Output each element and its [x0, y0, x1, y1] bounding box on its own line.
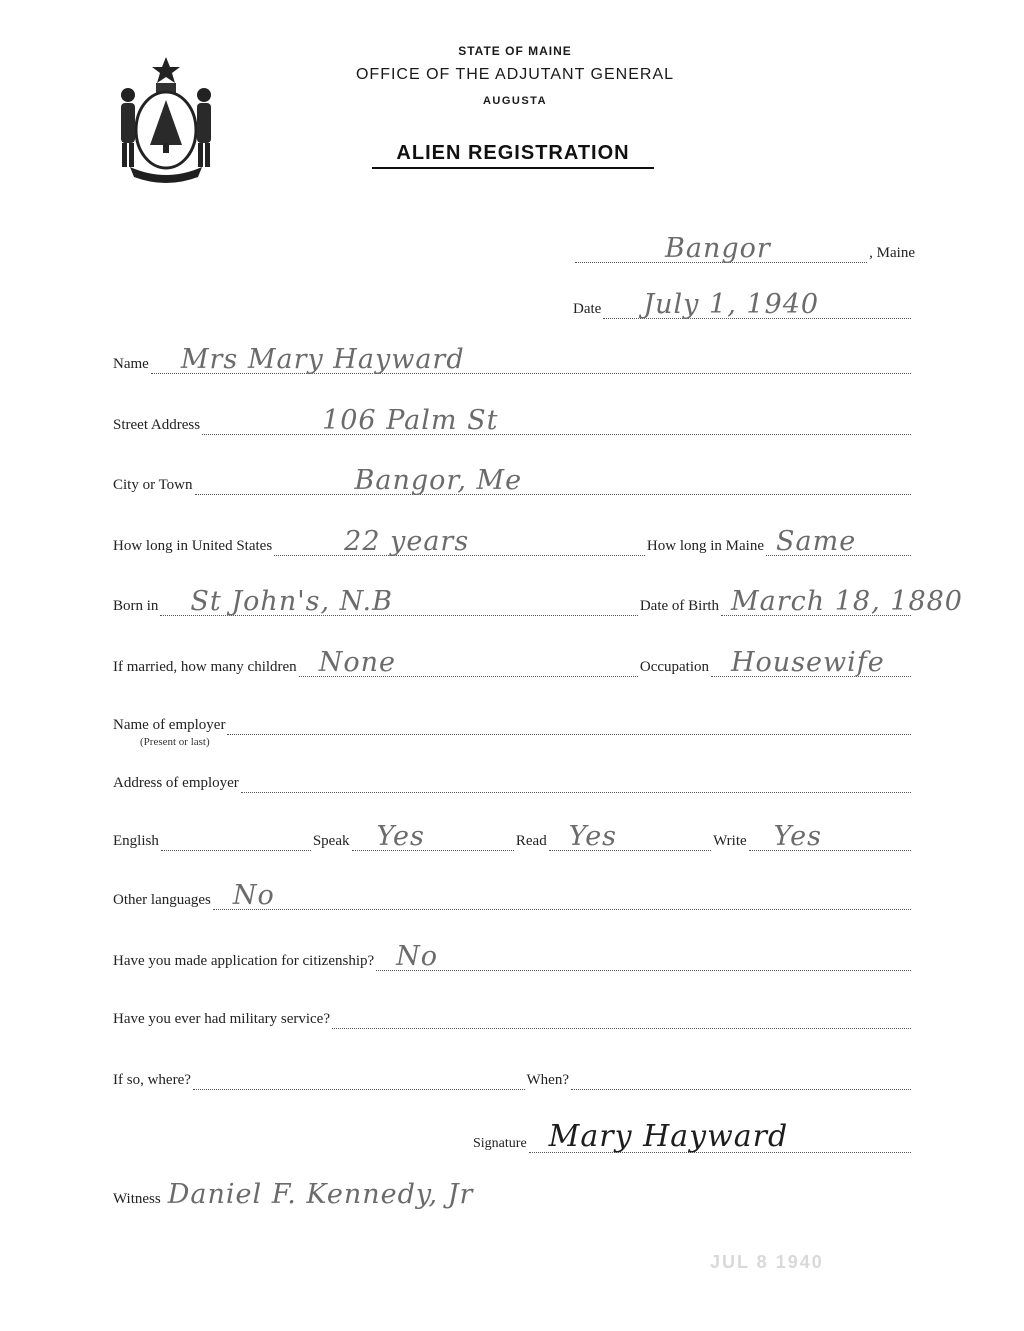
children-field[interactable]	[299, 647, 638, 678]
employer-name-sublabel: (Present or last)	[140, 736, 210, 748]
english-blank	[161, 832, 311, 851]
children-value: None	[318, 647, 396, 678]
military-row	[113, 1010, 913, 1029]
occupation-field[interactable]	[711, 647, 911, 678]
how-long-us-value: 22 years	[344, 526, 470, 557]
signature-field[interactable]	[529, 1119, 911, 1154]
street-address-row	[113, 405, 913, 436]
where-field[interactable]	[193, 1071, 525, 1090]
speak-value: Yes	[376, 821, 425, 852]
employer-name-label: Name of employer	[113, 717, 226, 733]
occupation-label: Occupation	[639, 659, 709, 675]
how-long-maine-field[interactable]	[766, 526, 911, 557]
birth-row	[113, 586, 963, 617]
occupation-value: Housewife	[731, 647, 885, 678]
employer-address-field[interactable]	[241, 774, 911, 793]
date-of-birth-value: March 18, 1880	[731, 586, 963, 617]
how-long-maine-label: How long in Maine	[646, 538, 764, 554]
residence-row	[113, 526, 913, 557]
how-long-us-label: How long in United States	[113, 538, 273, 554]
name-label: Name	[113, 356, 149, 372]
other-languages-field[interactable]	[213, 880, 911, 911]
employer-name-row	[113, 716, 913, 735]
name-field[interactable]	[151, 344, 911, 375]
military-field[interactable]	[332, 1010, 911, 1029]
date-of-birth-field[interactable]	[721, 586, 963, 617]
write-field[interactable]	[749, 821, 911, 852]
form-title: ALIEN REGISTRATION	[372, 142, 654, 169]
how-long-maine-value: Same	[776, 526, 857, 557]
witness-label: Witness	[113, 1191, 161, 1207]
place-row	[573, 233, 915, 264]
name-value: Mrs Mary Hayward	[180, 344, 465, 375]
place-value: Bangor	[665, 233, 771, 264]
where-label: If so, where?	[113, 1072, 191, 1088]
born-in-value: St John's, N.B	[190, 586, 393, 617]
citizenship-row	[113, 941, 913, 972]
office-heading: OFFICE OF THE ADJUTANT GENERAL	[355, 66, 675, 83]
born-in-field[interactable]	[160, 586, 637, 617]
witness-row	[113, 1179, 513, 1210]
city-field[interactable]	[195, 465, 911, 496]
street-address-field[interactable]	[202, 405, 911, 436]
state-heading: STATE OF MAINE	[458, 44, 572, 58]
witness-field[interactable]	[163, 1179, 511, 1210]
english-label: English	[113, 833, 159, 849]
children-label: If married, how many children	[113, 659, 297, 675]
signature-row	[473, 1119, 913, 1154]
read-field[interactable]	[549, 821, 711, 852]
citizenship-label: Have you made application for citizenship?	[113, 953, 375, 969]
employer-address-row	[113, 774, 913, 793]
employer-name-field[interactable]	[227, 716, 911, 735]
city-heading: AUGUSTA	[482, 95, 548, 107]
street-address-label: Street Address	[113, 417, 201, 433]
city-value: Bangor, Me	[354, 465, 523, 496]
employer-address-label: Address of employer	[113, 775, 239, 791]
when-label: When?	[526, 1072, 569, 1088]
citizenship-field[interactable]	[376, 941, 911, 972]
city-label: City or Town	[113, 477, 193, 493]
english-row	[113, 821, 913, 852]
other-languages-value: No	[232, 880, 275, 911]
other-languages-row	[113, 880, 913, 911]
maine-state-seal-icon	[112, 55, 220, 183]
place-field[interactable]	[575, 233, 867, 264]
where-when-row	[113, 1071, 913, 1090]
signature-value: Mary Hayward	[548, 1119, 789, 1154]
read-value: Yes	[568, 821, 618, 852]
born-in-label: Born in	[113, 598, 159, 614]
name-row	[113, 344, 913, 375]
date-field[interactable]	[603, 289, 911, 320]
place-label: , Maine	[869, 245, 915, 261]
family-row	[113, 647, 913, 678]
signature-label: Signature	[473, 1136, 527, 1151]
street-address-value: 106 Palm St	[322, 405, 499, 436]
other-languages-label: Other languages	[113, 892, 211, 908]
when-field[interactable]	[571, 1071, 911, 1090]
speak-label: Speak	[312, 833, 350, 849]
witness-value: Daniel F. Kennedy, Jr	[167, 1179, 474, 1210]
date-label: Date	[573, 301, 602, 317]
how-long-us-field[interactable]	[274, 526, 645, 557]
city-row	[113, 465, 913, 496]
military-label: Have you ever had military service?	[113, 1011, 330, 1027]
write-label: Write	[713, 833, 747, 849]
write-value: Yes	[773, 821, 822, 852]
date-value: July 1, 1940	[643, 289, 820, 320]
citizenship-value: No	[396, 941, 439, 972]
read-label: Read	[515, 833, 547, 849]
speak-field[interactable]	[352, 821, 514, 852]
date-of-birth-label: Date of Birth	[639, 598, 719, 614]
date-row	[573, 289, 913, 320]
received-stamp: JUL 8 1940	[710, 1252, 824, 1272]
